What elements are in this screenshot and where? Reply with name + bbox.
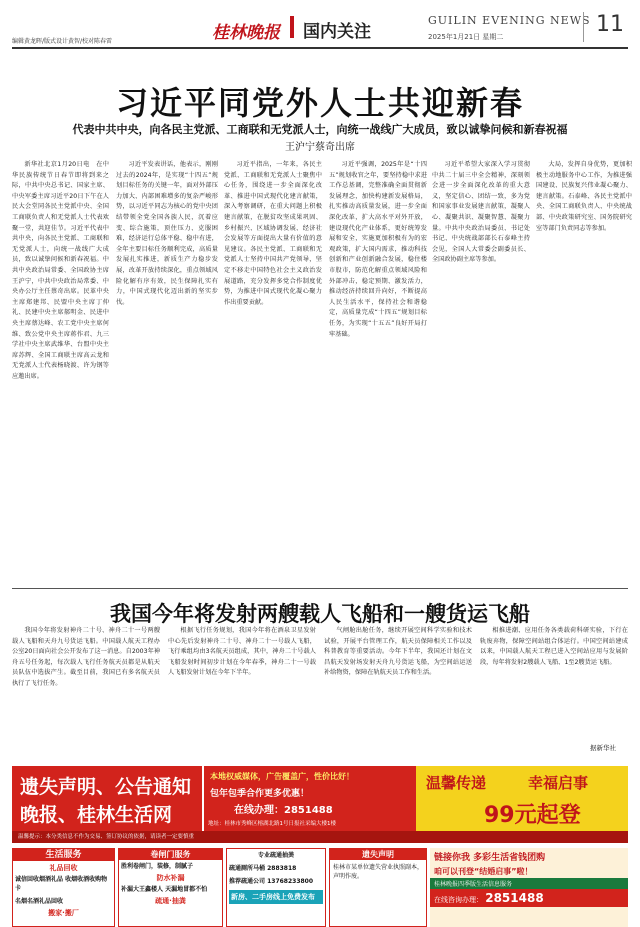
section-title: 国内关注	[303, 22, 371, 42]
life-service-title: 生活服务	[13, 849, 114, 861]
article-column: 习近平指出，一年来，各民主党派、工商联和无党派人士聚焦中心任务，围绕进一步全面深化改革、推进中国式现代化建言献策，深入考察调研，在重大问题上积极建言献策，在脱贫攻坚成果巩固、乡村振兴、区域协调发展、经济社会发展等方面提出大量有价值的意见建议。各民主党派、工商联和无党派人士坚持中国共产党领导，坚定不移走中国特色社会主义政治发展道路，充分发挥多党合作制度优势，为推进中国式现代化凝心聚力作出重要贡献。	[224, 161, 322, 306]
lost-notice-title: 遗失声明	[330, 849, 426, 860]
article-column: 根据飞行任务规划，我国今年将在酒泉卫星发射中心先后发射神舟二十号、神舟二十一号载人飞船，飞行乘组均由3名航天员组成，其中，神舟二十号载人飞船发射时间初步计划在今年春季，神舟二十一号载人飞船发射计划在今年下半年。	[168, 627, 316, 677]
promo-line3: 桂林晚报四季版生活信息服务	[430, 878, 628, 889]
life-service-box	[12, 848, 115, 927]
section-divider-line	[12, 588, 628, 589]
roller-text: 胜利卷闸门，装修，制腻子	[121, 863, 194, 870]
wedding-ad[interactable]	[416, 766, 628, 831]
article-column: 新华社北京1月20日电 在中华民族传统节日春节即将到来之际，中共中央总书记、国家主席、中央军委主席习近平20日下午在人民大会堂同各民主党派中央、全国工商联负责人和无党派人士代表欢聚一堂，共迎佳节。习近平代表中共中央，向各民主党派、工商联和无党派人士，向统一战线广大成员，致以诚挚问候和新春祝福。中共中央政治局常委、全国政协主席王沪宁，中共中央政治局常委、中央办公厅主任蔡奇出席。民革中央主席郑建邦、民盟中央主席丁仲礼、民建中央主席郝明金、民进中央主席蔡达峰、农工党中央主席何维、致公党中央主席蒋作君、九三学社中央主席武维华、台盟中央主席苏辉、全国工商联主席高云龙和无党派人士代表杨晓渡、许为钢等应邀出席。	[12, 161, 109, 380]
english-name: GUILIN EVENING NEWS	[428, 14, 591, 27]
source-signature: 据新华社	[590, 744, 616, 752]
ad-disclaimer: 温馨提示：本分类信息不作为交易、签订协议的依据，请读者一定要慎重	[12, 831, 628, 843]
article-column: 我国今年将发射神舟二十号、神舟二十一号两艘载人飞船和天舟九号货运飞船。中国载人航天工程办公室20日面向社会公开发布了这一消息。自2003年神舟五号任务起，每次载人飞行任务航天员都是从航天员队伍中选拔产生。截至目前，我国已有多名航天员执行了飞行任务。	[12, 627, 160, 687]
headline-main: 习近平同党外人士共迎新春	[115, 84, 524, 122]
article-column: 大局，发挥自身优势，更加积极主动地服务中心工作，为推进强国建设、民族复兴伟业凝心聚力、建言献策。石泰峰、各民主党派中央、全国工商联负责人、中央统战部、中央政策研究室、国务院研究室等部门负责同志等参加。	[536, 161, 632, 232]
waterproof-tag: 防水补漏	[156, 874, 185, 882]
editors-line: 编辑黄龙晖/版式设计黄智/校对陈春雷	[12, 38, 113, 45]
new-home-ad[interactable]: 新房、二手房线上免费发布	[229, 890, 323, 904]
promo-number: 2851488	[485, 891, 544, 905]
notice-ad-line2: 晚报、桂林生活网	[20, 804, 173, 826]
header-rule	[12, 47, 628, 49]
wedding-ad-line1: 温馨传递	[426, 774, 487, 792]
waterproof-text: 补漏大王鑫楼人 天漏地冒都不怕	[121, 886, 208, 893]
drain-company: 推荐疏通公司 13768233800	[229, 878, 314, 885]
media-ad-line1: 本地权威媒体，广告覆盖广，性价比好！	[210, 772, 354, 781]
wedding-ad-price: 99元起登	[484, 803, 581, 828]
newspaper-logo: 桂林晚报	[212, 23, 280, 43]
media-ad-address: 地址：桂林市秀峰区榕湖北路1号日报社采编大楼1楼	[208, 821, 337, 827]
roller-box	[118, 848, 223, 927]
famous-wine: 名烟名酒礼品回收	[15, 898, 64, 905]
lost-notice-box	[329, 848, 427, 927]
article-column: 习近平希望大家深入学习贯彻中共二十届三中全会精神，深刻领会进一步全面深化改革的重大意义，坚定信心、团结一致，多为党和国家事业发展建言献策，凝聚人心、凝聚共识、凝聚智慧、凝聚力量。中共中央政治局委员、书记处书记、中央统战部部长石泰峰主持会见，全国人大常委会副委员长、全国政协副主席等参加。	[432, 161, 530, 264]
moving-tag: 搬家·搬厂	[48, 909, 79, 917]
wedding-ad-line2: 幸福启事	[528, 774, 589, 792]
promo-contact-label: 在线咨询办理：	[434, 896, 483, 904]
lost-notice-text: 桂林市某单位遗失营业执照副本，声明作废。	[333, 864, 424, 880]
promo-line2: 咱可以刊登“结婚启事”啦！	[434, 867, 533, 876]
notice-ad[interactable]	[12, 766, 202, 831]
promo-box[interactable]	[430, 848, 628, 927]
issue-date: 2025年1月21日 星期二	[428, 33, 504, 41]
article-column: 习近平发表讲话，他表示，刚刚过去的2024年，是实现“十四五”规划目标任务的关键一年，面对外部压力加大、内部困难增多的复杂严峻形势，以习近平同志为核心的党中央团结带领全党全国各族人民，沉着应变、综合施策，顶住压力、克服困难，经济运行总体平稳、稳中有进，全年主要目标任务顺利完成，高质量发展扎实推进，新质生产力稳步发展，改革开放持续深化，重点领域风险化解有序有效，民生保障扎实有力，中国式现代化迈出新的坚实步伐。	[116, 161, 218, 306]
media-ad-line2: 包年包季合作更多优惠！	[210, 789, 310, 799]
article-column: 习近平强调，2025年是“十四五”规划收官之年，要坚持稳中求进工作总基调，完整准确全面贯彻新发展理念，加快构建新发展格局，扎实推动高质量发展，进一步全面深化改革，扩大高水平对外开放，建设现代化产业体系，更好统筹发展和安全，实施更加积极有为的宏观政策，扩大国内需求，推动科技创新和产业创新融合发展，稳住楼市股市，防范化解重点领域风险和外部冲击，稳定预期、激发活力，推动经济持续回升向好，不断提高人民生活水平，保持社会和谐稳定，高质量完成“十四五”规划目标任务，为实现“十五五”良好开局打牢基础。	[329, 161, 427, 338]
media-ad[interactable]	[204, 766, 416, 831]
pro-drain-title: 专业疏通抽粪	[257, 852, 294, 859]
notice-ad-line1: 遗失声明、公告通知	[20, 776, 192, 798]
headline-spacecraft: 我国今年将发射两艘载人飞船和一艘货运飞船	[110, 602, 530, 626]
media-ad-phone: 在线办理：2851488	[234, 805, 333, 816]
recycle-text: 诚信回收烟酒礼品 收烟收酒收购物卡	[15, 876, 108, 892]
drain-tag: 疏通·抽粪	[155, 897, 186, 905]
roller-title: 卷闸门服务	[119, 849, 222, 860]
gift-recycle-tag: 礼品回收	[49, 864, 78, 872]
subheadline: 代表中共中央，向各民主党派、工商联和无党派人士，向统一战线广大成员，致以诚挚问候和新春祝福	[72, 123, 568, 136]
attendance-line: 王沪宁蔡奇出席	[285, 142, 355, 153]
article-column: 气闸舱出舱任务，继续开展空间科学实验和技术试验，开展平台管理工作，航天员保障相关工作以及科普教育等重要活动。今年下半年，我国还计划在文昌航天发射场发射天舟九号货运飞船，为空间站运送补给物资，保障在轨航天员工作和生活。	[324, 627, 472, 677]
section-divider	[290, 16, 294, 38]
promo-line1: 链接你我 多彩生活省钱团购	[434, 853, 546, 863]
page-number: 11	[596, 12, 624, 37]
drain-box	[226, 848, 326, 927]
promo-contact	[430, 889, 628, 907]
drain-phone: 疏通厕所马桶 2883818	[229, 865, 297, 872]
article-column: 相推进潮、应用任务各类载荷科研实验，下行在轨废弃物，保障空间站组合体运行。中国空间站建成以来，中国载人航天工程已进入空间站应用与发展阶段，每年将发射2艘载人飞船、1至2艘货运飞船。	[480, 627, 628, 666]
